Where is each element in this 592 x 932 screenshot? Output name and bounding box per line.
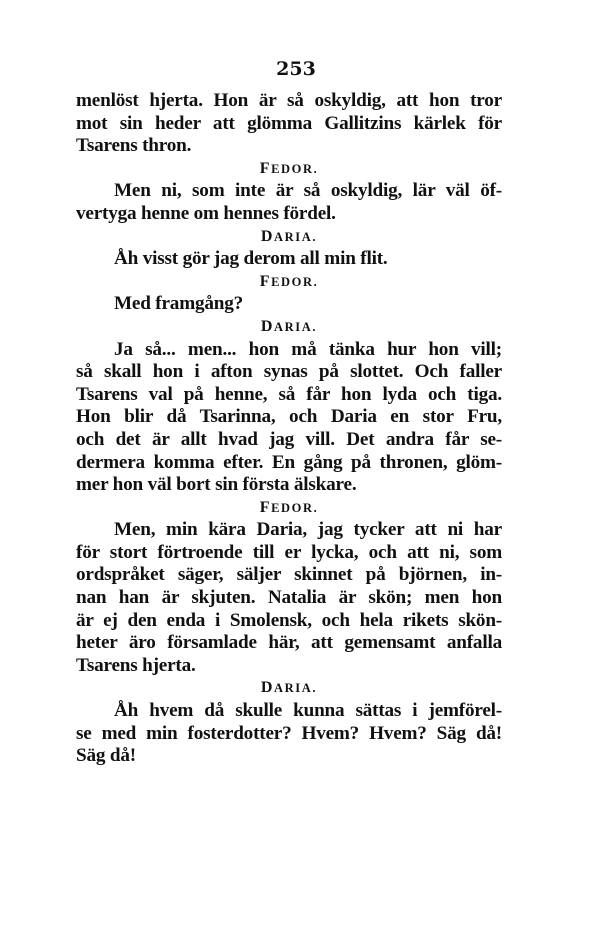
- text-line: Med framgång?: [114, 293, 244, 315]
- text-line: Åh hvem då skulle kunna sättas i jemförel-: [114, 700, 502, 722]
- text-line: Säg då!: [76, 745, 136, 767]
- speaker-name: FEDOR.: [259, 159, 319, 177]
- text-line: heter äro församlade här, att gemensamt anfalla: [76, 632, 502, 654]
- text-line: dermera komma efter. En gång på thronen, glöm-: [76, 451, 502, 473]
- text-line: se med min fosterdotter? Hvem? Hvem? Säg då!: [76, 722, 502, 744]
- text-line: Tsarens hjerta.: [76, 654, 196, 676]
- speaker-name: DARIA.: [260, 679, 318, 697]
- speaker-name: DARIA.: [260, 227, 318, 245]
- text-line: Hon blir då Tsarinna, och Daria en stor Fru,: [76, 406, 502, 428]
- text-line: Åh visst gör jag derom all min flit.: [114, 248, 388, 270]
- text-line: Men, min kära Daria, jag tycker att ni har: [114, 519, 502, 541]
- text-line: Ja så... men... hon må tänka hur hon vill;: [114, 338, 502, 360]
- speaker-name: DARIA.: [260, 317, 318, 335]
- text-line: för stort förtroende till er lycka, och att ni, som: [76, 541, 502, 563]
- text-line: Men ni, som inte är så oskyldig, lär väl öf-: [114, 180, 502, 202]
- text-line: Tsarens thron.: [76, 135, 192, 157]
- text-line: så skall hon i afton synas på slottet. Och faller: [76, 361, 502, 383]
- speaker-name: FEDOR.: [259, 272, 319, 290]
- speaker-name: FEDOR.: [259, 498, 319, 516]
- text-line: vertyga henne om hennes fördel.: [76, 202, 336, 224]
- page-text: [76, 90, 502, 768]
- text-line: och det är allt hvad jag vill. Det andra får se-: [76, 428, 502, 450]
- page-number: 253: [276, 58, 316, 80]
- text-line: nan han är skjuten. Natalia är skön; men hon: [76, 587, 502, 609]
- text-line: menlöst hjerta. Hon är så oskyldig, att hon tror: [76, 90, 502, 111]
- text-line: Tsarens val på henne, så får hon lyda och tiga.: [76, 383, 502, 405]
- text-line: är ej den enda i Smolensk, och hela rikets skön-: [76, 609, 502, 631]
- text-line: mer hon väl bort sin första älskare.: [76, 474, 357, 496]
- text-line: ordspråket säger, säljer skinnet på björnen, in-: [76, 564, 502, 586]
- text-line: mot sin heder att glömma Gallitzins kärlek för: [76, 112, 502, 134]
